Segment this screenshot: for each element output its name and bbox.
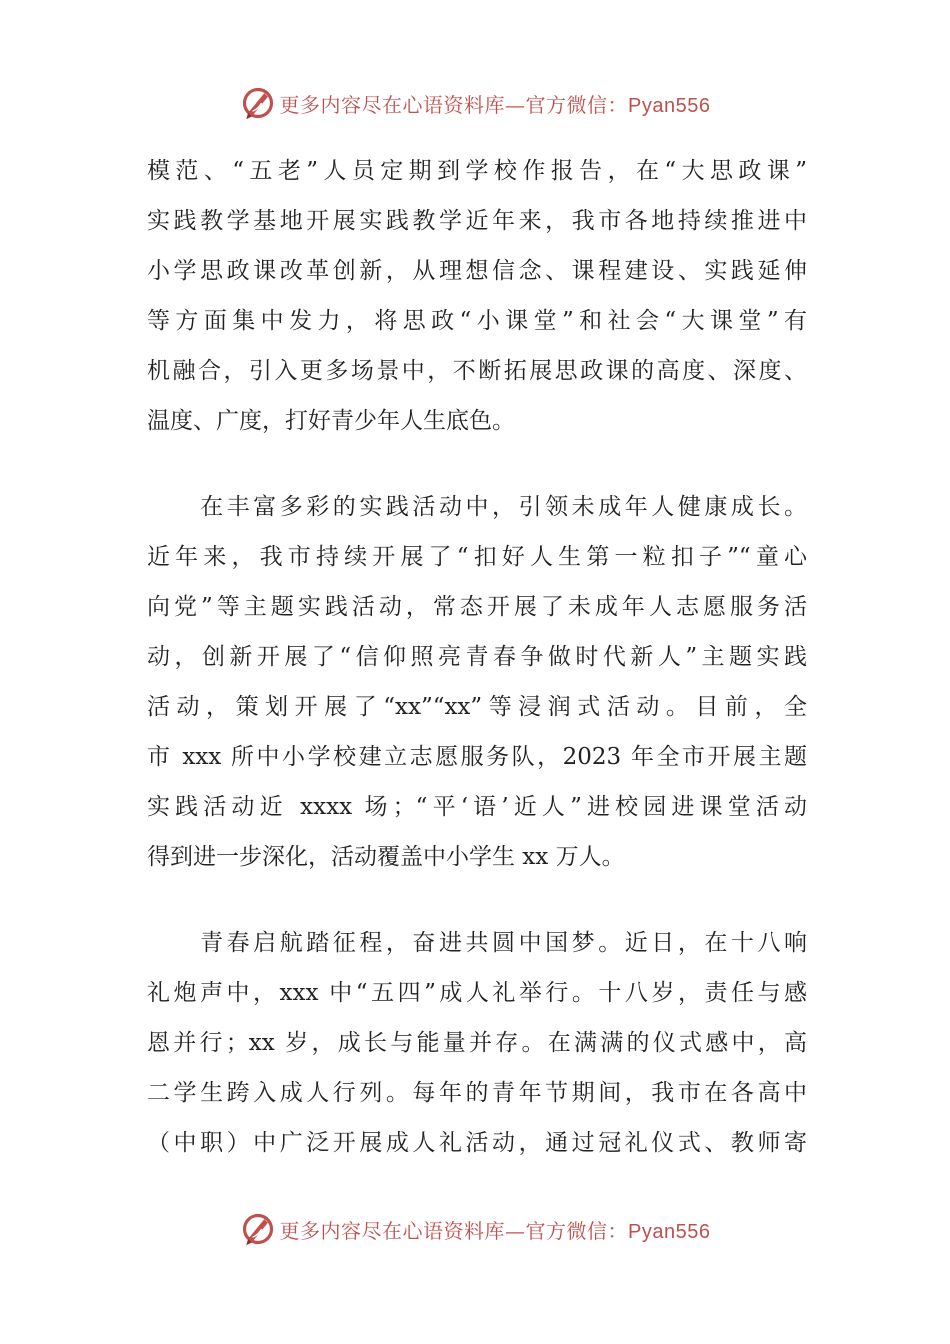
pen-logo-icon bbox=[240, 1211, 276, 1247]
footer-brand: 更多内容尽在心语资料库 bbox=[279, 1218, 506, 1243]
paragraph-3 bbox=[147, 918, 807, 1168]
text-line: 得到进一步深化，活动覆盖中小学生 xx 万人。 bbox=[147, 844, 625, 870]
text-line: 实践教学基地开展实践教学近年来，我市各地持续推进中 bbox=[147, 208, 807, 234]
text-line: 动，创新开展了“信仰照亮青春争做时代新人”主题实践 bbox=[147, 644, 807, 670]
text-line: 近年来，我市持续开展了“扣好人生第一粒扣子”“童心 bbox=[147, 544, 807, 570]
header-banner bbox=[0, 78, 950, 128]
footer-wechat-label: 官方微信： bbox=[525, 1218, 629, 1243]
footer-wechat-id: Pyan556 bbox=[628, 1220, 711, 1243]
text-line: 青春启航踏征程，奋进共圆中国梦。近日，在十八响 bbox=[147, 930, 807, 956]
text-line: 礼炮声中，xxx 中“五四”成人礼举行。十八岁，责任与感 bbox=[147, 980, 807, 1006]
text-line: 二学生跨入成人行列。每年的青年节期间，我市在各高中 bbox=[147, 1080, 807, 1106]
text-line: （中职）中广泛开展成人礼活动，通过冠礼仪式、教师寄 bbox=[147, 1130, 807, 1156]
text-line: 向党”等主题实践活动，常态开展了未成年人志愿服务活 bbox=[147, 594, 807, 620]
header-wechat-id: Pyan556 bbox=[628, 94, 711, 117]
body-text bbox=[147, 146, 807, 1168]
footer-banner bbox=[0, 1204, 950, 1254]
text-line: 实践活动近 xxxx 场；“平‘语’近人”进校园进课堂活动 bbox=[147, 794, 807, 820]
pen-logo-icon bbox=[240, 85, 276, 121]
text-line: 恩并行；xx 岁，成长与能量并存。在满满的仪式感中，高 bbox=[147, 1030, 807, 1056]
text-line: 等方面集中发力，将思政“小课堂”和社会“大课堂”有 bbox=[147, 308, 807, 334]
text-line: 活动，策划开展了“xx”“xx”等浸润式活动。目前，全 bbox=[147, 694, 807, 720]
text-line: 在丰富多彩的实践活动中，引领未成年人健康成长。 bbox=[147, 494, 807, 520]
text-line: 模范、“五老”人员定期到学校作报告，在“大思政课” bbox=[147, 158, 807, 184]
footer-text bbox=[280, 1215, 711, 1244]
footer-dash: — bbox=[505, 1218, 526, 1243]
paragraph-1 bbox=[147, 146, 807, 446]
header-dash: — bbox=[505, 92, 526, 117]
text-line: 小学思政课改革创新，从理想信念、课程建设、实践延伸 bbox=[147, 258, 807, 284]
header-text bbox=[280, 89, 711, 118]
text-line: 市 xxx 所中小学校建立志愿服务队，2023 年全市开展主题 bbox=[147, 744, 807, 770]
text-line: 温度、广度，打好青少年人生底色。 bbox=[147, 408, 515, 434]
paragraph-2 bbox=[147, 482, 807, 882]
header-wechat-label: 官方微信： bbox=[525, 92, 629, 117]
header-brand: 更多内容尽在心语资料库 bbox=[279, 92, 506, 117]
text-line: 机融合，引入更多场景中，不断拓展思政课的高度、深度、 bbox=[147, 358, 807, 384]
